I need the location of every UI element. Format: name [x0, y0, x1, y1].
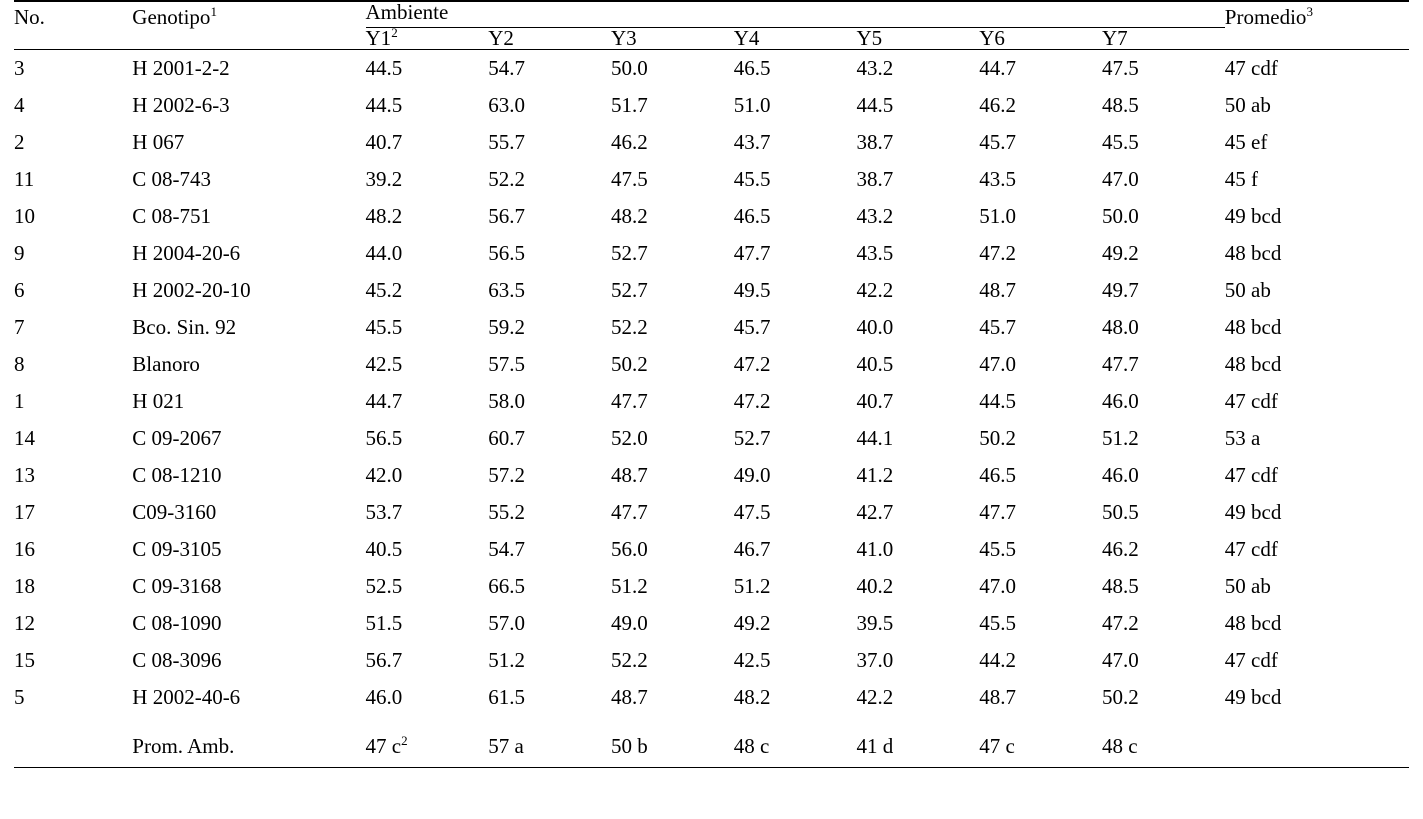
- cell-no: 11: [14, 167, 35, 191]
- cell-env-y4: 49.5: [733, 278, 771, 302]
- summary-cell-env-y5: 41 d: [856, 734, 894, 758]
- header-env-y1: [365, 25, 489, 50]
- cell-env-y3: 46.2: [611, 130, 648, 154]
- cell-env-y5: 43.2: [856, 204, 894, 228]
- cell-genotipo: H 2004-20-6: [132, 241, 241, 265]
- cell-promedio: 49 bcd: [1224, 500, 1282, 524]
- cell-env-y3: 47.5: [611, 167, 648, 191]
- cell-promedio: 48 bcd: [1224, 241, 1282, 265]
- cell-no: 5: [14, 685, 25, 709]
- cell-genotipo: H 2002-20-10: [132, 278, 251, 302]
- cell-env-y7: 46.0: [1102, 463, 1139, 487]
- cell-genotipo: H 021: [132, 389, 185, 413]
- header-genotipo-footnote: 1: [210, 3, 217, 19]
- cell-no: 12: [14, 611, 35, 635]
- table-row: [14, 494, 1409, 531]
- cell-genotipo: C 08-751: [132, 204, 212, 228]
- cell-env-y2: 60.7: [488, 426, 526, 450]
- cell-env-y4: 49.2: [733, 611, 771, 635]
- cell-env-y2: 63.0: [488, 93, 526, 117]
- cell-env-y4: 51.0: [733, 93, 771, 117]
- cell-no: 2: [14, 130, 25, 154]
- cell-genotipo: C 08-3096: [132, 648, 222, 672]
- summary-cell-env-y6: 47 c: [979, 734, 1015, 758]
- cell-env-y6: 51.0: [979, 204, 1017, 228]
- cell-env-y7: 45.5: [1102, 130, 1139, 154]
- header-env-y6: Y6: [979, 26, 1005, 50]
- table-row: [14, 457, 1409, 494]
- cell-promedio: 50 ab: [1224, 574, 1271, 598]
- cell-env-y3: 50.0: [611, 56, 648, 80]
- cell-env-y4: 46.7: [733, 537, 771, 561]
- header-row-environments: [14, 28, 1409, 50]
- cell-env-y6: 46.5: [979, 463, 1017, 487]
- table-row: [14, 124, 1409, 161]
- cell-env-y7: 49.7: [1102, 278, 1139, 302]
- cell-env-y1: 39.2: [365, 167, 403, 191]
- cell-env-y4: 47.2: [733, 352, 771, 376]
- cell-env-y6: 43.5: [979, 167, 1017, 191]
- cell-env-y2: 66.5: [488, 574, 526, 598]
- cell-env-y2: 61.5: [488, 685, 526, 709]
- cell-env-y7: 50.0: [1102, 204, 1139, 228]
- cell-no: 9: [14, 241, 25, 265]
- cell-env-y1: 42.0: [365, 463, 403, 487]
- cell-env-y2: 57.0: [488, 611, 526, 635]
- genotype-environment-table: [14, 0, 1409, 768]
- cell-env-y3: 48.7: [611, 463, 648, 487]
- cell-promedio: 49 bcd: [1224, 685, 1282, 709]
- cell-env-y7: 51.2: [1102, 426, 1139, 450]
- summary-cell-env-y4: 48 c: [733, 734, 770, 758]
- cell-env-y4: 47.7: [733, 241, 771, 265]
- cell-env-y7: 47.0: [1102, 167, 1139, 191]
- cell-env-y1: 53.7: [365, 500, 403, 524]
- cell-promedio: 47 cdf: [1224, 648, 1278, 672]
- cell-env-y1: 40.5: [365, 537, 403, 561]
- cell-env-y1: 45.2: [365, 278, 403, 302]
- cell-env-y5: 41.2: [856, 463, 894, 487]
- header-env-y1-label: Y1: [365, 26, 392, 50]
- summary-cell-env-y2: 57 a: [488, 734, 524, 758]
- header-env-y1-footnote: 2: [391, 25, 398, 40]
- cell-promedio: 47 cdf: [1224, 463, 1278, 487]
- cell-no: 16: [14, 537, 35, 561]
- table-row: [14, 161, 1409, 198]
- cell-genotipo: C 09-3105: [132, 537, 222, 561]
- cell-env-y7: 47.5: [1102, 56, 1139, 80]
- cell-env-y7: 50.2: [1102, 685, 1139, 709]
- cell-env-y5: 40.7: [856, 389, 894, 413]
- cell-env-y3: 56.0: [611, 537, 648, 561]
- cell-promedio: 48 bcd: [1224, 611, 1282, 635]
- cell-env-y2: 54.7: [488, 56, 526, 80]
- cell-no: 1: [14, 389, 25, 413]
- cell-env-y2: 59.2: [488, 315, 526, 339]
- table-footer: [14, 768, 1409, 769]
- summary-cell-env-y1-value: 47 c: [365, 734, 402, 758]
- header-no-blank: [14, 28, 132, 50]
- cell-env-y1: 42.5: [365, 352, 403, 376]
- cell-env-y5: 42.7: [856, 500, 894, 524]
- cell-promedio: 47 cdf: [1224, 537, 1278, 561]
- cell-env-y5: 40.5: [856, 352, 894, 376]
- cell-no: 15: [14, 648, 35, 672]
- cell-env-y7: 49.2: [1102, 241, 1139, 265]
- cell-genotipo: Blanoro: [132, 352, 200, 376]
- cell-env-y4: 42.5: [733, 648, 771, 672]
- cell-no: 14: [14, 426, 35, 450]
- header-promedio: [1225, 2, 1409, 28]
- cell-env-y6: 45.7: [979, 130, 1017, 154]
- cell-env-y1: 44.5: [365, 56, 403, 80]
- cell-env-y4: 46.5: [733, 56, 771, 80]
- cell-env-y5: 43.2: [856, 56, 894, 80]
- cell-promedio: 50 ab: [1224, 93, 1271, 117]
- cell-env-y7: 50.5: [1102, 500, 1139, 524]
- cell-env-y3: 52.0: [611, 426, 648, 450]
- table-row: [14, 272, 1409, 309]
- cell-env-y6: 44.5: [979, 389, 1017, 413]
- summary-row: [14, 716, 1409, 768]
- cell-env-y3: 50.2: [611, 352, 648, 376]
- cell-genotipo: C 08-743: [132, 167, 212, 191]
- header-env-y2: Y2: [488, 26, 514, 50]
- table-row: [14, 679, 1409, 716]
- cell-no: 17: [14, 500, 35, 524]
- table-row: [14, 346, 1409, 383]
- cell-env-y3: 52.2: [611, 315, 648, 339]
- cell-env-y1: 44.0: [365, 241, 403, 265]
- table-row: [14, 87, 1409, 124]
- cell-env-y4: 45.5: [733, 167, 771, 191]
- cell-env-y2: 58.0: [488, 389, 526, 413]
- cell-env-y3: 52.7: [611, 278, 648, 302]
- cell-env-y6: 45.5: [979, 537, 1017, 561]
- header-promedio-footnote: 3: [1306, 3, 1313, 19]
- cell-promedio: 49 bcd: [1224, 204, 1282, 228]
- cell-env-y7: 46.0: [1102, 389, 1139, 413]
- table-row: [14, 383, 1409, 420]
- cell-env-y5: 41.0: [856, 537, 894, 561]
- cell-promedio: 45 f: [1224, 167, 1259, 191]
- table-row: [14, 50, 1409, 87]
- cell-no: 13: [14, 463, 35, 487]
- bottom-rule: [14, 768, 1409, 769]
- cell-env-y2: 56.5: [488, 241, 526, 265]
- cell-env-y1: 51.5: [365, 611, 403, 635]
- cell-genotipo: C 08-1090: [132, 611, 222, 635]
- cell-env-y5: 42.2: [856, 685, 894, 709]
- cell-env-y4: 46.5: [733, 204, 771, 228]
- cell-env-y3: 51.7: [611, 93, 648, 117]
- table-header: [14, 1, 1409, 50]
- summary-cell-env-y1: [366, 716, 489, 768]
- cell-promedio: 53 a: [1224, 426, 1261, 450]
- cell-env-y3: 52.7: [611, 241, 648, 265]
- cell-env-y4: 45.7: [733, 315, 771, 339]
- summary-cell-env-y1-footnote: 2: [401, 733, 408, 748]
- table-row: [14, 568, 1409, 605]
- cell-env-y6: 48.7: [979, 685, 1017, 709]
- cell-env-y3: 51.2: [611, 574, 648, 598]
- cell-env-y5: 44.1: [856, 426, 894, 450]
- header-no: No.: [14, 4, 45, 29]
- header-env-y4: Y4: [733, 26, 760, 50]
- table-row: [14, 642, 1409, 679]
- cell-env-y6: 47.2: [979, 241, 1017, 265]
- header-promedio-blank: [1225, 28, 1409, 50]
- table-row: [14, 420, 1409, 457]
- cell-env-y2: 55.2: [488, 500, 526, 524]
- cell-env-y1: 56.7: [365, 648, 403, 672]
- table-row: [14, 309, 1409, 346]
- cell-env-y2: 57.2: [488, 463, 526, 487]
- cell-env-y5: 38.7: [856, 167, 894, 191]
- cell-env-y2: 63.5: [488, 278, 526, 302]
- cell-env-y6: 47.0: [979, 352, 1017, 376]
- cell-promedio: 48 bcd: [1224, 352, 1282, 376]
- table-body: [14, 50, 1409, 768]
- cell-env-y2: 51.2: [488, 648, 526, 672]
- cell-promedio: 47 cdf: [1224, 389, 1278, 413]
- cell-env-y4: 47.2: [733, 389, 771, 413]
- header-env-y5: Y5: [856, 26, 883, 50]
- cell-env-y2: 52.2: [488, 167, 526, 191]
- cell-genotipo: C09-3160: [132, 500, 217, 524]
- cell-no: 6: [14, 278, 25, 302]
- cell-env-y5: 40.2: [856, 574, 894, 598]
- cell-env-y4: 43.7: [733, 130, 771, 154]
- cell-promedio: 50 ab: [1224, 278, 1271, 302]
- cell-promedio: 48 bcd: [1224, 315, 1282, 339]
- cell-env-y7: 47.0: [1102, 648, 1139, 672]
- table-row: [14, 605, 1409, 642]
- cell-env-y3: 52.2: [611, 648, 648, 672]
- table-row: [14, 198, 1409, 235]
- cell-env-y7: 48.0: [1102, 315, 1139, 339]
- header-promedio-label: Promedio: [1224, 4, 1307, 29]
- cell-env-y5: 42.2: [856, 278, 894, 302]
- cell-env-y5: 38.7: [856, 130, 894, 154]
- cell-env-y2: 57.5: [488, 352, 526, 376]
- table-row: [14, 235, 1409, 272]
- cell-env-y4: 51.2: [733, 574, 771, 598]
- header-genotipo-label: Genotipo: [132, 4, 211, 29]
- cell-genotipo: H 2002-6-3: [132, 93, 230, 117]
- cell-env-y5: 44.5: [856, 93, 894, 117]
- cell-env-y6: 47.0: [979, 574, 1017, 598]
- cell-env-y3: 49.0: [611, 611, 648, 635]
- cell-env-y1: 48.2: [365, 204, 403, 228]
- header-ambiente: Ambiente: [366, 2, 1225, 28]
- header-genotipo-blank: [132, 28, 365, 50]
- cell-env-y1: 44.5: [365, 93, 403, 117]
- header-env-y3: Y3: [611, 26, 637, 50]
- summary-cell-label: Prom. Amb.: [132, 734, 235, 758]
- cell-env-y3: 48.7: [611, 685, 648, 709]
- cell-no: 10: [14, 204, 35, 228]
- summary-cell-env-y7: 48 c: [1102, 734, 1138, 758]
- cell-env-y6: 45.7: [979, 315, 1017, 339]
- cell-env-y3: 48.2: [611, 204, 648, 228]
- cell-env-y6: 44.2: [979, 648, 1017, 672]
- cell-env-y7: 47.2: [1102, 611, 1139, 635]
- cell-env-y4: 52.7: [733, 426, 771, 450]
- cell-env-y7: 47.7: [1102, 352, 1139, 376]
- cell-env-y6: 48.7: [979, 278, 1017, 302]
- cell-env-y1: 52.5: [365, 574, 403, 598]
- cell-no: 8: [14, 352, 25, 376]
- cell-env-y2: 55.7: [488, 130, 526, 154]
- cell-env-y4: 47.5: [733, 500, 771, 524]
- summary-cell-promedio: [1225, 716, 1409, 768]
- cell-env-y6: 44.7: [979, 56, 1017, 80]
- cell-env-y6: 47.7: [979, 500, 1017, 524]
- cell-no: 18: [14, 574, 35, 598]
- cell-env-y6: 46.2: [979, 93, 1017, 117]
- header-row-groups: [14, 2, 1409, 28]
- cell-promedio: 45 ef: [1224, 130, 1268, 154]
- cell-genotipo: C 09-2067: [132, 426, 222, 450]
- cell-no: 3: [14, 56, 25, 80]
- cell-env-y1: 45.5: [365, 315, 403, 339]
- cell-env-y3: 47.7: [611, 389, 648, 413]
- cell-env-y1: 46.0: [365, 685, 403, 709]
- cell-genotipo: C 09-3168: [132, 574, 222, 598]
- cell-env-y5: 40.0: [856, 315, 894, 339]
- header-env-y7: Y7: [1102, 26, 1128, 50]
- cell-env-y4: 49.0: [733, 463, 771, 487]
- cell-no: 4: [14, 93, 25, 117]
- cell-env-y2: 54.7: [488, 537, 526, 561]
- summary-cell-env-y3: 50 b: [611, 734, 648, 758]
- summary-cell-no: [14, 716, 132, 768]
- cell-env-y1: 56.5: [365, 426, 403, 450]
- cell-env-y5: 43.5: [856, 241, 894, 265]
- cell-env-y2: 56.7: [488, 204, 526, 228]
- cell-genotipo: Bco. Sin. 92: [132, 315, 237, 339]
- cell-promedio: 47 cdf: [1224, 56, 1278, 80]
- cell-env-y7: 46.2: [1102, 537, 1139, 561]
- cell-env-y7: 48.5: [1102, 574, 1139, 598]
- cell-env-y7: 48.5: [1102, 93, 1139, 117]
- cell-env-y3: 47.7: [611, 500, 648, 524]
- cell-env-y1: 40.7: [365, 130, 403, 154]
- cell-no: 7: [14, 315, 25, 339]
- cell-env-y1: 44.7: [365, 389, 403, 413]
- cell-env-y4: 48.2: [733, 685, 771, 709]
- cell-env-y6: 50.2: [979, 426, 1017, 450]
- cell-genotipo: H 067: [132, 130, 185, 154]
- cell-env-y6: 45.5: [979, 611, 1017, 635]
- header-genotipo: [132, 2, 365, 28]
- cell-genotipo: H 2001-2-2: [132, 56, 230, 80]
- table-row: [14, 531, 1409, 568]
- cell-env-y5: 37.0: [856, 648, 894, 672]
- cell-env-y5: 39.5: [856, 611, 894, 635]
- cell-genotipo: H 2002-40-6: [132, 685, 241, 709]
- cell-genotipo: C 08-1210: [132, 463, 222, 487]
